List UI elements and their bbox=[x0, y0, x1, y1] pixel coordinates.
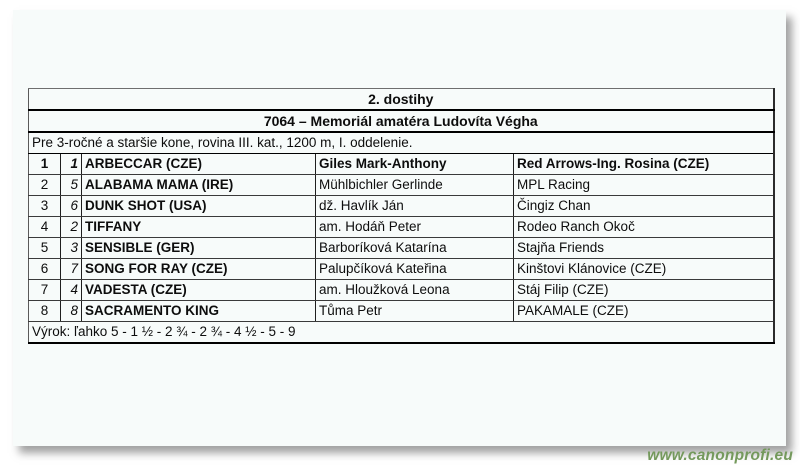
number-cell: 6 bbox=[61, 196, 82, 217]
rider-cell: Barboríková Katarína bbox=[316, 238, 514, 259]
race-results-table bbox=[28, 88, 775, 344]
number-cell: 7 bbox=[61, 259, 82, 280]
table-row bbox=[29, 238, 774, 259]
owner-cell: Čingiz Chan bbox=[514, 196, 774, 217]
number-cell: 8 bbox=[61, 301, 82, 322]
owner-cell: PAKAMALE (CZE) bbox=[514, 301, 774, 322]
race-title: 2. dostihy bbox=[29, 89, 774, 111]
horse-cell: SACRAMENTO KING bbox=[82, 301, 316, 322]
verdict-row bbox=[29, 322, 774, 344]
table-row bbox=[29, 259, 774, 280]
number-cell: 1 bbox=[61, 154, 82, 175]
rank-cell: 3 bbox=[29, 196, 61, 217]
owner-cell: Rodeo Ranch Okoč bbox=[514, 217, 774, 238]
number-cell: 3 bbox=[61, 238, 82, 259]
race-subtitle-row bbox=[29, 110, 774, 132]
rider-cell: Mühlbichler Gerlinde bbox=[316, 175, 514, 196]
table-row bbox=[29, 154, 774, 175]
race-conditions: Pre 3-ročné a staršie kone, rovina III. kat., 1200 m, I. oddelenie. bbox=[29, 132, 774, 154]
rank-cell: 5 bbox=[29, 238, 61, 259]
owner-cell: Kinštovi Klánovice (CZE) bbox=[514, 259, 774, 280]
rider-cell: Palupčíková Kateřina bbox=[316, 259, 514, 280]
rank-cell: 8 bbox=[29, 301, 61, 322]
horse-cell: ALABAMA MAMA (IRE) bbox=[82, 175, 316, 196]
race-subtitle: 7064 – Memoriál amatéra Ludovíta Végha bbox=[29, 110, 774, 132]
rider-cell: Tůma Petr bbox=[316, 301, 514, 322]
owner-cell: Stáj Filip (CZE) bbox=[514, 280, 774, 301]
rank-cell: 4 bbox=[29, 217, 61, 238]
number-cell: 2 bbox=[61, 217, 82, 238]
rank-cell: 7 bbox=[29, 280, 61, 301]
horse-cell: SENSIBLE (GER) bbox=[82, 238, 316, 259]
printed-page bbox=[13, 10, 786, 446]
rider-cell: am. Hodáň Peter bbox=[316, 217, 514, 238]
rider-cell: am. Hloužková Leona bbox=[316, 280, 514, 301]
race-title-row bbox=[29, 89, 774, 111]
number-cell: 4 bbox=[61, 280, 82, 301]
race-conditions-row bbox=[29, 132, 774, 154]
watermark-text: www.canonprofi.eu bbox=[647, 447, 793, 464]
owner-cell: Stajňa Friends bbox=[514, 238, 774, 259]
rider-cell: Giles Mark-Anthony bbox=[316, 154, 514, 175]
table-row bbox=[29, 301, 774, 322]
owner-cell: MPL Racing bbox=[514, 175, 774, 196]
horse-cell: SONG FOR RAY (CZE) bbox=[82, 259, 316, 280]
table-row bbox=[29, 280, 774, 301]
rank-cell: 2 bbox=[29, 175, 61, 196]
rank-cell: 1 bbox=[29, 154, 61, 175]
table-row bbox=[29, 196, 774, 217]
table-row bbox=[29, 217, 774, 238]
horse-cell: ARBECCAR (CZE) bbox=[82, 154, 316, 175]
table-row bbox=[29, 175, 774, 196]
horse-cell: TIFFANY bbox=[82, 217, 316, 238]
owner-cell: Red Arrows-Ing. Rosina (CZE) bbox=[514, 154, 774, 175]
horse-cell: VADESTA (CZE) bbox=[82, 280, 316, 301]
number-cell: 5 bbox=[61, 175, 82, 196]
horse-cell: DUNK SHOT (USA) bbox=[82, 196, 316, 217]
rank-cell: 6 bbox=[29, 259, 61, 280]
rider-cell: dž. Havlík Ján bbox=[316, 196, 514, 217]
verdict-text: Výrok: ľahko 5 - 1 ½ - 2 ¾ - 2 ¾ - 4 ½ - 5 - 9 bbox=[29, 322, 774, 344]
